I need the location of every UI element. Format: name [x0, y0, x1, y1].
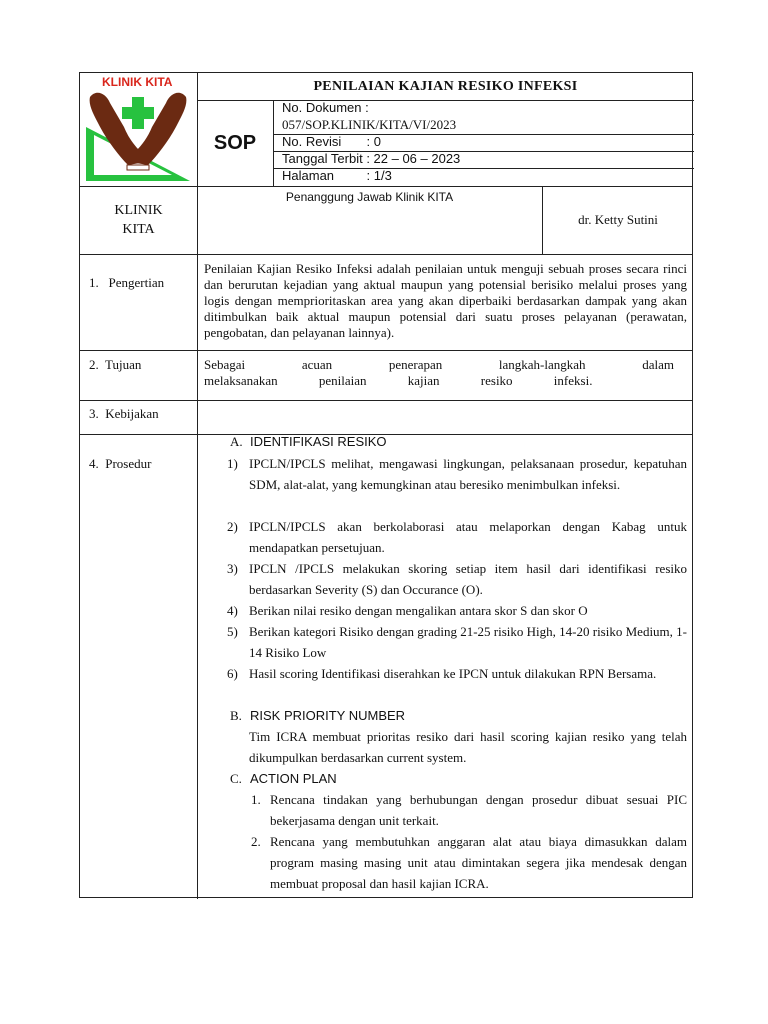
list-item: Hasil scoring Identifikasi diserahkan ke IPCN untuk dilakukan RPN Bersama.: [249, 666, 657, 681]
tujuan-text-content: Sebagai acuan penerapan langkah-langkah dalam melaksanakan penilaian kajian resiko infeksi.: [204, 357, 674, 388]
prosedur-content: [80, 73, 694, 899]
list-item: Berikan nilai resiko dengan mengalikan antara skor S dan skor O: [249, 603, 588, 618]
section-label-pengertian: 1. Pengertian: [89, 275, 165, 290]
list-number: 1.: [251, 792, 261, 807]
risk-priority-text: Tim ICRA membuat prioritas resiko dari hasil scoring kajian resiko yang telah dikumpulkan berdasarkan current system.: [249, 729, 687, 765]
logo-text: KLINIK KITA: [102, 75, 173, 89]
section-label-tujuan: 2. Tujuan: [89, 357, 142, 372]
page-number: Halaman : 1/3: [282, 168, 392, 183]
prosedur-heading-a: IDENTIFIKASI RESIKO: [250, 434, 387, 449]
list-letter: A.: [230, 434, 243, 449]
list-number: 3): [227, 561, 238, 576]
pengertian-text: Penilaian Kajian Resiko Infeksi adalah penilaian untuk menguji sebuah proses secara rinci dan berurutan kejadian yang aktual maupun yang potensial berisiko melalui proses yang logis dengan memprioritaskan area yang akan diperbaiki berdasarkan dampak yang akan ditimbulkan baik aktual maupun potensial dari suatu proses pelayanan (perawatan, pengobatan, dan pelayanan lainnya).: [204, 261, 687, 340]
list-item: Rencana tindakan yang berhubungan dengan prosedur dibuat sesuai PIC bekerjasama dengan unit terkait.: [270, 792, 687, 828]
sop-label: SOP: [213, 131, 257, 154]
list-number: 1): [227, 456, 238, 471]
list-number: 6): [227, 666, 238, 681]
sop-document: [79, 72, 693, 898]
list-number: 4): [227, 603, 238, 618]
list-number: 2): [227, 519, 238, 534]
list-item: IPCLN/IPCLS akan berkolaborasi atau melaporkan dengan Kabag untuk mendapatkan persetujuan.: [249, 519, 687, 555]
list-number: 2.: [251, 834, 261, 849]
doc-number-label: No. Dokumen :: [282, 100, 369, 115]
revision-number: No. Revisi : 0: [282, 134, 381, 149]
issue-date: Tanggal Terbit : 22 – 06 – 2023: [282, 151, 461, 166]
page-title: PENILAIAN KAJIAN RESIKO INFEKSI: [313, 78, 578, 94]
list-letter: B.: [230, 708, 242, 723]
section-label-kebijakan: 3. Kebijakan: [89, 406, 159, 421]
prosedur-heading-b: RISK PRIORITY NUMBER: [250, 708, 406, 723]
doc-number-value: 057/SOP.KLINIK/KITA/VI/2023: [282, 117, 457, 132]
section-label-prosedur: 4. Prosedur: [89, 456, 152, 471]
responsible-name: dr. Ketty Sutini: [578, 212, 658, 227]
list-letter: C.: [230, 771, 242, 786]
prosedur-heading-c: ACTION PLAN: [250, 771, 337, 786]
list-item: Berikan kategori Risiko dengan grading 21-25 risiko High, 14-20 risiko Medium, 1-14 Risiko Low: [249, 624, 687, 660]
responsible-label: Penanggung Jawab Klinik KITA: [285, 190, 454, 204]
list-item: Rencana yang membutuhkan anggaran alat atau biaya dimasukkan dalam program masing masing unit atau dimintakan segera jika mendesak dengan membuat proposal dan hasil kajian ICRA.: [270, 834, 687, 891]
list-item: IPCLN/IPCLS melihat, mengawasi lingkungan, pelaksanaan prosedur, kepatuhan SDM, alat-alat, yang kemungkinan atau beresiko menimbulkan infeksi.: [249, 456, 687, 492]
list-item: IPCLN /IPCLS melakukan skoring setiap item hasil dari identifikasi resiko berdasarkan Severity (S) dan Occurance (O).: [249, 561, 687, 597]
clinic-name: KLINIK KITA: [114, 203, 163, 237]
list-number: 5): [227, 624, 238, 639]
